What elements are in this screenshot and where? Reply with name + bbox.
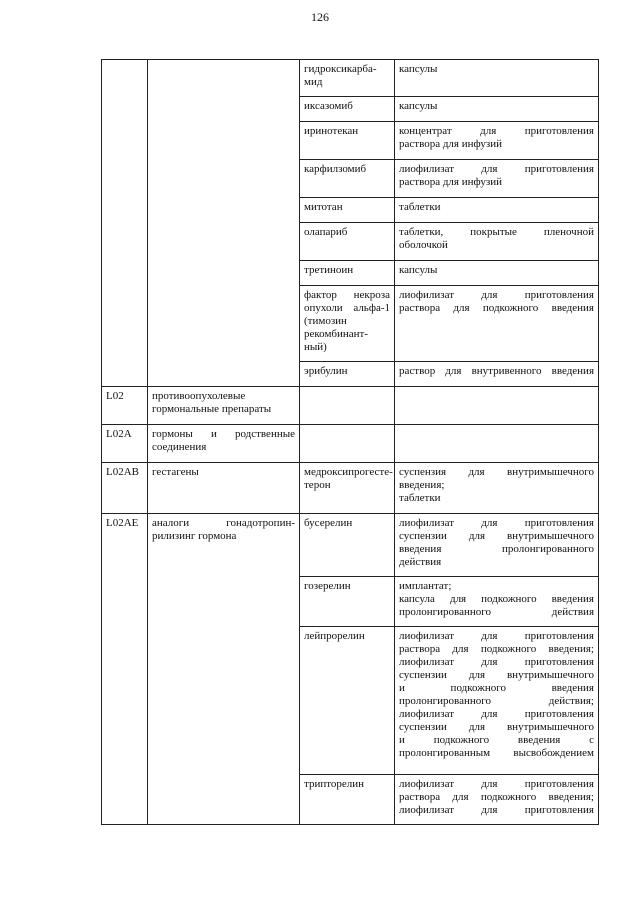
drug-name-cell — [300, 577, 395, 627]
dosage-form-line: таблетки — [399, 492, 441, 504]
dosage-form-cell — [395, 577, 599, 627]
dosage-form-cell — [395, 425, 599, 463]
dosage-form-line: суспензии для внутримышечного — [399, 669, 594, 681]
dosage-form-line: раствора для инфузий — [399, 176, 502, 188]
drug-name-cell — [300, 362, 395, 387]
drug-name-cell — [300, 223, 395, 261]
drug-name-line: иксазомиб — [304, 100, 353, 112]
group-cell: гормоны и родственные соединения — [148, 425, 300, 463]
dosage-form-cell — [395, 160, 599, 198]
dosage-form-cell — [395, 463, 599, 514]
dosage-form-line: пролонгированного действия; — [399, 695, 594, 707]
dosage-form-line: суспензия для внутримышечного — [399, 466, 594, 478]
dosage-form-line: лиофилизат для приготовления — [399, 656, 594, 668]
drug-name-line: гозерелин — [304, 580, 351, 592]
drug-name-cell — [300, 286, 395, 362]
group-cell: аналоги гонадотропин-рилизинг гормона — [148, 514, 300, 825]
dosage-form-cell — [395, 261, 599, 286]
table-row — [102, 463, 599, 514]
dosage-form-line: пролонгированным высвобождением — [399, 747, 594, 759]
drug-name-line: медроксипрогесте- — [304, 466, 393, 478]
dosage-form-line: капсулы — [399, 264, 438, 276]
dosage-form-line: и подкожного введения — [399, 682, 594, 694]
drug-name-line: опухоли альфа-1 — [304, 302, 390, 314]
dosage-form-line: концентрат для приготовления — [399, 125, 594, 137]
group-cell: гестагены — [148, 463, 300, 514]
drug-name-cell — [300, 514, 395, 577]
dosage-form-line: лиофилизат для приготовления — [399, 289, 594, 301]
drug-name-line: (тимозин — [304, 315, 347, 327]
dosage-form-cell — [395, 198, 599, 223]
dosage-form-line: имплантат; — [399, 580, 452, 592]
table-row — [102, 60, 599, 97]
drug-name-line: фактор некроза — [304, 289, 390, 301]
drug-name-line: трипторелин — [304, 778, 365, 790]
drug-name-line: митотан — [304, 201, 343, 213]
dosage-form-line: лиофилизат для приготовления — [399, 163, 594, 175]
table-row — [102, 425, 599, 463]
atc-code-cell — [102, 60, 148, 387]
drug-name-line: рекомбинант- — [304, 328, 369, 340]
dosage-form-cell — [395, 775, 599, 825]
dosage-form-cell — [395, 387, 599, 425]
page-number: 126 — [311, 10, 329, 24]
table-row — [102, 387, 599, 425]
atc-code-cell: L02 — [102, 387, 148, 425]
drug-name-line: карфилзомиб — [304, 163, 367, 175]
dosage-form-line: суспензии для внутримышечного — [399, 530, 594, 542]
drug-name-cell — [300, 97, 395, 122]
dosage-form-line: лиофилизат для приготовления — [399, 708, 594, 720]
dosage-form-line: действия — [399, 556, 442, 568]
dosage-form-line: капсулы — [399, 100, 438, 112]
drug-name-cell — [300, 425, 395, 463]
drug-name-line: лейпрорелин — [304, 630, 365, 642]
dosage-form-line: таблетки, покрытые пленочной — [399, 226, 594, 238]
dosage-form-line: раствор для внутривенного введения — [399, 365, 594, 377]
dosage-form-line: лиофилизат для приготовления — [399, 778, 594, 790]
dosage-form-line: лиофилизат для приготовления — [399, 630, 594, 642]
drug-name-cell — [300, 627, 395, 775]
drug-name-cell — [300, 60, 395, 97]
dosage-form-cell — [395, 627, 599, 775]
group-cell: противоопухолевые гормональные препараты — [148, 387, 300, 425]
atc-code-cell: L02AB — [102, 463, 148, 514]
group-cell — [148, 60, 300, 387]
dosage-form-line: пролонгированного действия — [399, 606, 594, 618]
dosage-form-line: раствора для инфузий — [399, 138, 502, 150]
drug-name-line: олапариб — [304, 226, 348, 238]
dosage-form-cell — [395, 122, 599, 160]
drug-name-line: ный) — [304, 341, 327, 353]
drug-name-cell — [300, 463, 395, 514]
dosage-form-line: капсула для подкожного введения — [399, 593, 594, 605]
dosage-form-line: таблетки — [399, 201, 441, 213]
atc-code-cell: L02A — [102, 425, 148, 463]
table-body — [102, 60, 599, 825]
drug-name-cell — [300, 387, 395, 425]
dosage-form-cell — [395, 223, 599, 261]
drug-name-cell — [300, 775, 395, 825]
drug-name-cell — [300, 122, 395, 160]
dosage-form-line: раствора для подкожного введения; — [399, 643, 594, 655]
atc-code-cell: L02AE — [102, 514, 148, 825]
drug-name-line: мид — [304, 76, 323, 88]
dosage-form-line: введения пролонгированного — [399, 543, 594, 555]
drug-name-line: гидроксикарба- — [304, 63, 377, 75]
drug-name-cell — [300, 160, 395, 198]
dosage-form-cell — [395, 60, 599, 97]
table-row — [102, 514, 599, 577]
dosage-form-line: введения; — [399, 479, 445, 491]
dosage-form-line: раствора для подкожного введения — [399, 302, 594, 314]
dosage-form-cell — [395, 286, 599, 362]
drug-name-line: терон — [304, 479, 331, 491]
dosage-form-cell — [395, 514, 599, 577]
dosage-form-line: лиофилизат для приготовления — [399, 517, 594, 529]
dosage-form-cell — [395, 362, 599, 387]
dosage-form-line: лиофилизат для приготовления — [399, 804, 594, 816]
dosage-form-line: капсулы — [399, 63, 438, 75]
dosage-form-line: и подкожного введения с — [399, 734, 594, 746]
drug-name-cell — [300, 261, 395, 286]
drug-name-line: бусерелин — [304, 517, 353, 529]
drug-name-line: третиноин — [304, 264, 354, 276]
dosage-form-line: раствора для подкожного введения; — [399, 791, 594, 803]
dosage-form-line: суспензии для внутримышечного — [399, 721, 594, 733]
dosage-form-cell — [395, 97, 599, 122]
drug-table — [101, 59, 599, 825]
drug-name-line: эрибулин — [304, 365, 348, 377]
drug-name-line: иринотекан — [304, 125, 359, 137]
drug-name-cell — [300, 198, 395, 223]
dosage-form-line: оболочкой — [399, 239, 448, 251]
